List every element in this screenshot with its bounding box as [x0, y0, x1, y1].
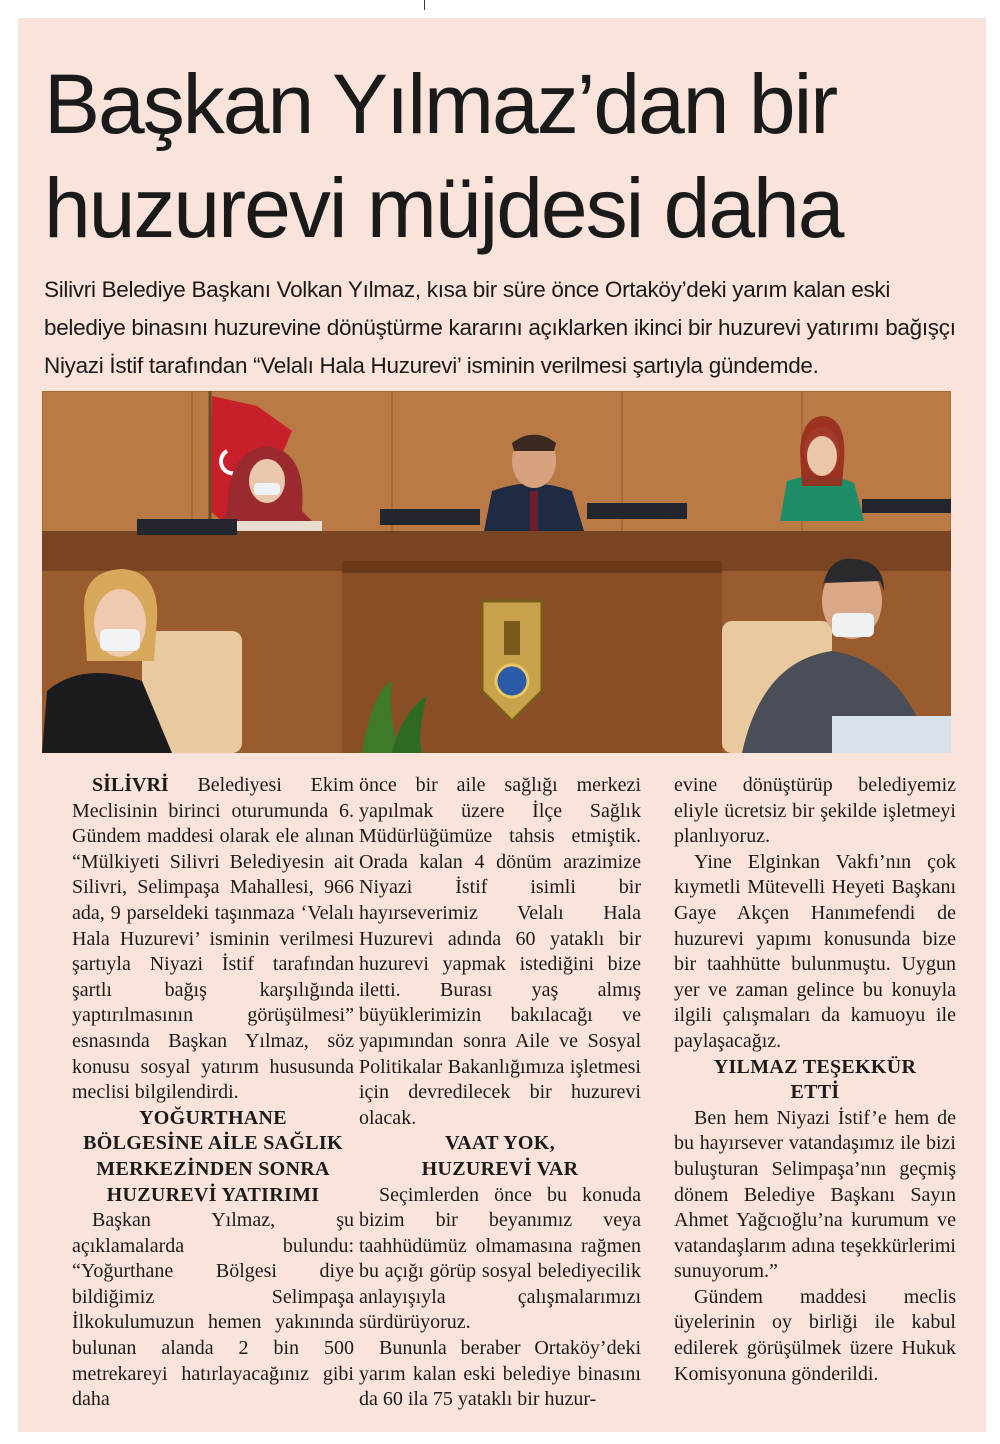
- column-3-paragraph-4: Gündem maddesi meclis üyelerinin oy birliği ile kabul edilerek görüşülmek üzere Hukuk Komisyonuna gönderildi.: [674, 1285, 956, 1385]
- column-2-subheading: VAAT YOK, HUZUREVİ VAR: [421, 1132, 579, 1180]
- column-3-paragraph-3: Ben hem Niyazi İstif’e hem de bu hayırsever vatandaşımız ile bizi buluşturan Selimpaşa’nın geçmiş dönem Belediye Başkanı Sayın Ahmet Yağcıoğlu’na kurumum ve vatandaşlarım adına teşekkürlerimi sunuyorum.”: [674, 1106, 956, 1283]
- column-1-paragraph-2: Başkan Yılmaz, şu açıklamalarda bulundu: “Yoğurthane Bölgesi diye bildiğimiz Selimpaşa İlkokulumuzun hemen yakınında bulunan alanda 2 bin 500 metrekareyi hatırlayacağınız gibi daha: [72, 1209, 354, 1411]
- council-meeting-photo: [42, 391, 951, 753]
- headline-line-1: Başkan Yılmaz’dan bir: [44, 57, 837, 151]
- column-1-paragraph-1: [72, 773, 354, 1106]
- column-3-subheading: YILMAZ TEŞEKKÜR ETTİ: [713, 1055, 917, 1104]
- column-3-paragraph-2: Yine Elginkan Vakfı’nın çok kıymetli Mütevelli Heyeti Başkanı Gaye Akçen Hanımefendi de huzurevi yapımı konusunda bize bir taahhütte bulunmuştu. Uygun yer ve zaman gelince bu konuyla ilgili çalışmaları da kamuoyu ile paylaşacağız.: [674, 850, 956, 1052]
- dateline: SİLİVRİ: [92, 774, 169, 796]
- headline-line-2: huzurevi müjdesi daha: [44, 161, 843, 255]
- column-2-paragraph-3: Bununla beraber Ortaköy’deki yarım kalan eski belediye binasını da 60 ila 75 yataklı bir huzur-: [359, 1337, 641, 1411]
- article-column-3: [674, 773, 956, 1387]
- column-guide-mark: [424, 0, 425, 10]
- column-1-text-1: Belediyesi Ekim Meclisinin birinci oturumunda 6. Gündem maddesi olarak ele alınan “Mülkiyeti Silivri Belediyesin ait Silivri, Selimpaşa Mahallesi, 966 ada, 9 parseldeki taşınmaza ‘Velalı Hala Huzurevi’ isminin verilmesi şartıyla Niyazi İstif tarafından şartlı bağış karşılığında yaptırılmasının görüşülmesi” esnasında Başkan Yılmaz, söz konusu sosyal yatırım hususunda meclisi bilgilendirdi.: [72, 774, 354, 1104]
- column-3-paragraph-1: evine dönüştürüp belediyemiz eliyle ücretsiz bir şekilde işletmeyi planlıyoruz.: [674, 774, 956, 848]
- column-1-subheading: YOĞURTHANE BÖLGESİNE AİLE SAĞLIK MERKEZİNDEN SONRA HUZUREVİ YATIRIMI: [83, 1106, 343, 1206]
- article-column-2: [359, 773, 641, 1413]
- lead-paragraph: Silivri Belediye Başkanı Volkan Yılmaz, kısa bir süre önce Ortaköy’deki yarım kalan eski belediye binasını huzurevine dönüştürme kararını açıklarken ikinci bir huzurevi yatırımı bağışçı Niyazi İstif tarafından “Velalı Hala Huzurevi’ isminin verilmesi şartıyla gündemde.: [44, 277, 956, 378]
- article-column-1: [72, 773, 354, 1413]
- column-2-paragraph-1: önce bir aile sağlığı merkezi yapılmak üzere İlçe Sağlık Müdürlüğümüze tahsis etmiştik. Orada kalan 4 dönüm arazimize Niyazi İstif isimli bir hayırseverimiz Velalı Hala Huzurevi adında 60 yataklı bir huzurevi yapmak istediğini bize iletti. Burası yaş almış büyüklerimizin bakılacağı ve yapımından sonra Aile ve Sosyal Politikalar Bakanlığımıza işletmesi için devredilecek bir huzurevi olacak.: [359, 774, 641, 1129]
- headline: [44, 52, 974, 260]
- column-2-paragraph-2: Seçimlerden önce bu konuda bizim bir beyanımız veya taahhüdümüz olmamasına rağmen bu açığı görüp sosyal belediyecilik anlayışıyla çalışmalarımızı sürdürüyoruz.: [359, 1183, 641, 1334]
